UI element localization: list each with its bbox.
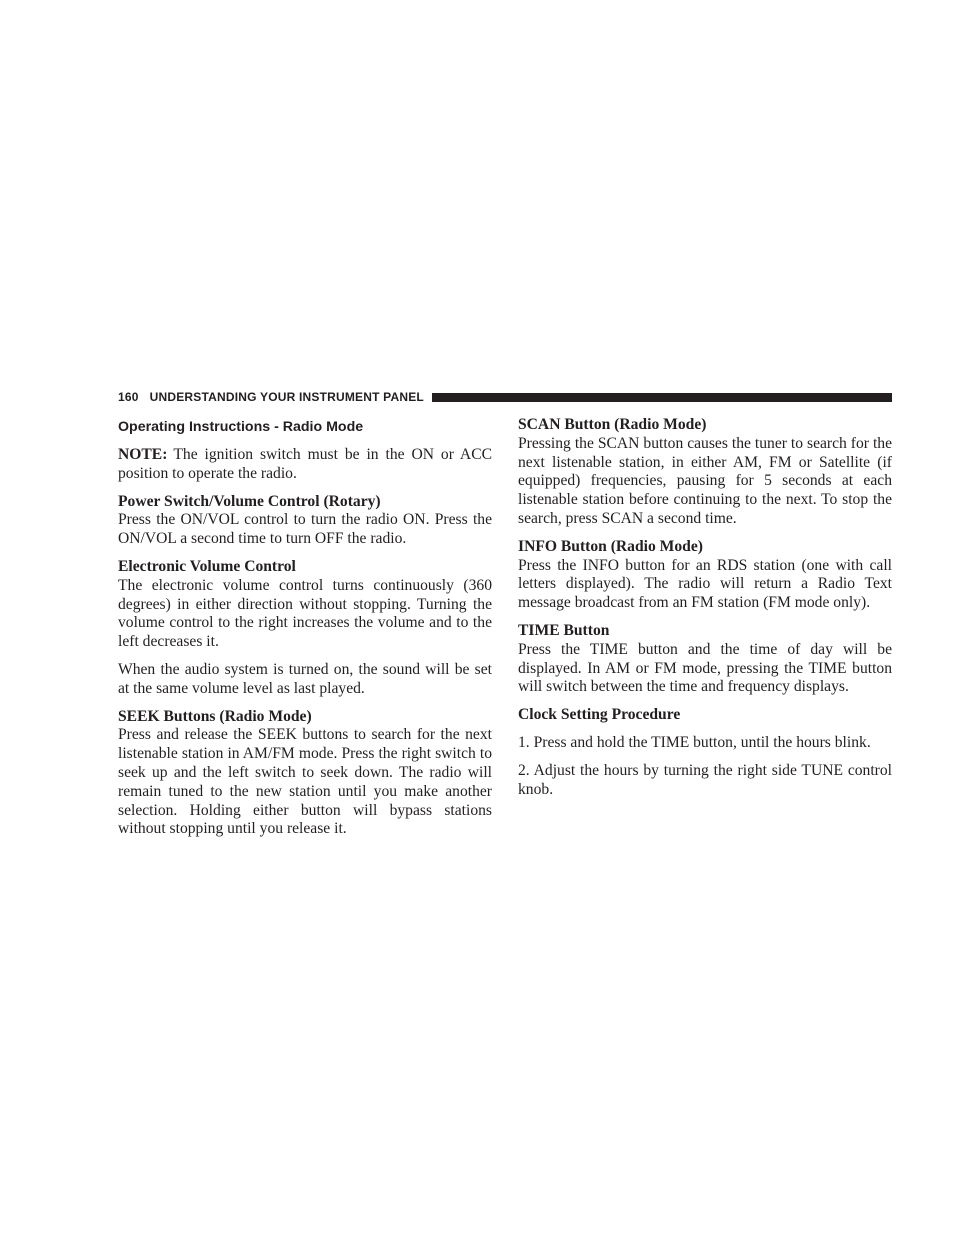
clock-step-2: 2. Adjust the hours by turning the right side TUNE control knob. — [518, 761, 892, 798]
clock-step-1: 1. Press and hold the TIME button, until the hours blink. — [518, 733, 871, 751]
power-switch-heading: Power Switch/Volume Control (Rotary) — [118, 492, 381, 510]
electronic-volume-heading: Electronic Volume Control — [118, 557, 296, 575]
chapter-title: UNDERSTANDING YOUR INSTRUMENT PANEL — [149, 390, 424, 404]
scan-button-text: Pressing the SCAN button causes the tuner to search for the next listenable station, in either AM, FM or Satellite (if equipped) frequencies, pausing for 5 seconds at each listenable station before continuing to the next. To stop the search, press SCAN a second time. — [518, 434, 892, 527]
page-header — [118, 390, 892, 404]
info-button-text: Press the INFO button for an RDS station (one with call letters displayed). The radio will return a Radio Text message broadcast from an FM station (FM mode only). — [518, 556, 892, 612]
note-paragraph — [118, 446, 492, 484]
header-rule — [432, 393, 892, 402]
seek-buttons-text: Press and release the SEEK buttons to search for the next listenable station in AM/FM mode. Press the right switch to seek up and the left switch to seek down. The radio will remain tuned to the new station until you make another selection. Holding either button will bypass stations without stopping until you release it. — [118, 726, 492, 838]
audio-volume-text: When the audio system is turned on, the sound will be set at the same volume level as last played. — [118, 660, 492, 697]
page-number: 160 — [118, 390, 139, 404]
time-button-heading: TIME Button — [518, 621, 610, 639]
time-button-text: Press the TIME button and the time of day will be displayed. In AM or FM mode, pressing the TIME button will switch between the time and frequency displays. — [518, 640, 892, 696]
power-switch-text: Press the ON/VOL control to turn the radio ON. Press the ON/VOL a second time to turn OFF the radio. — [118, 511, 492, 548]
seek-buttons-heading: SEEK Buttons (Radio Mode) — [118, 707, 312, 725]
electronic-volume-text: The electronic volume control turns continuously (360 degrees) in either direction without stopping. Turning the volume control to the right increases the volume and to the left decreases it. — [118, 576, 492, 651]
note-text: The ignition switch must be in the ON or ACC position to operate the radio. — [118, 446, 492, 482]
section-title: Operating Instructions - Radio Mode — [118, 419, 364, 435]
clock-setting-heading: Clock Setting Procedure — [518, 706, 681, 724]
left-column — [118, 416, 492, 848]
scan-button-heading: SCAN Button (Radio Mode) — [518, 416, 707, 433]
right-column — [518, 416, 892, 808]
info-button-heading: INFO Button (Radio Mode) — [518, 537, 703, 555]
note-label: NOTE: — [118, 446, 168, 463]
